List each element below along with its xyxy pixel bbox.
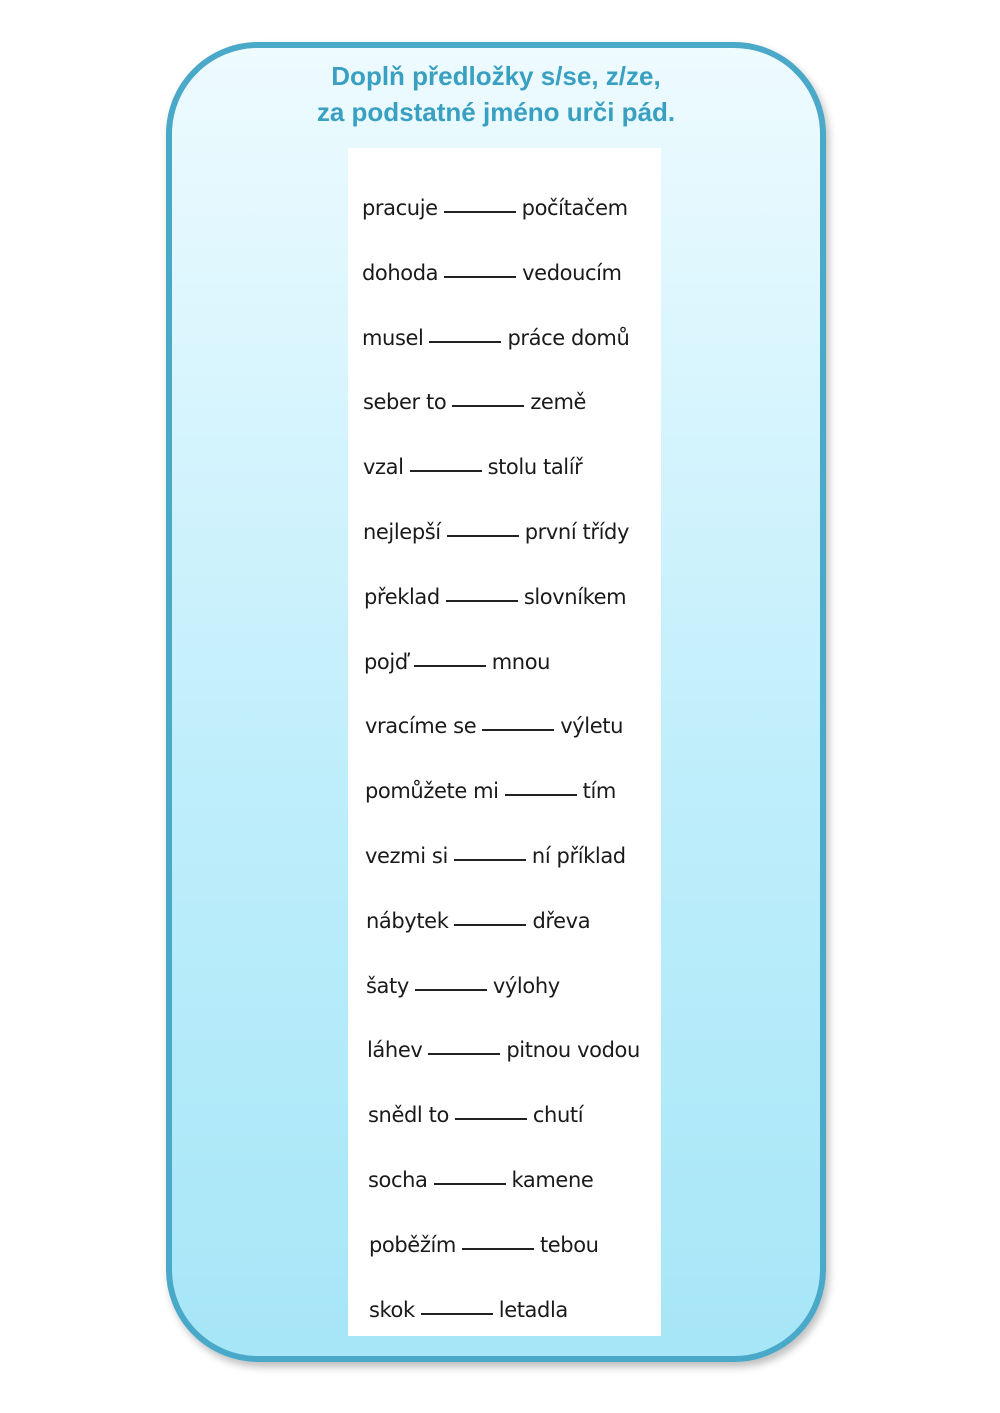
answer-blank[interactable] <box>415 989 487 991</box>
exercise-row <box>348 958 679 998</box>
exercise-phrase-before: překlad <box>364 584 440 609</box>
answer-blank[interactable] <box>446 600 518 602</box>
exercise-phrase-after: pitnou vodou <box>506 1038 640 1063</box>
answer-blank[interactable] <box>454 859 526 861</box>
exercise-phrase-after: výlohy <box>492 973 560 998</box>
exercise-sheet <box>348 148 661 1336</box>
exercise-phrase-after: chutí <box>532 1103 584 1128</box>
answer-blank[interactable] <box>505 794 577 796</box>
exercise-row <box>348 1152 681 1192</box>
exercise-phrase-before: seber to <box>363 390 447 415</box>
exercise-phrase-before: vzal <box>363 455 404 480</box>
exercise-phrase-before: nejlepší <box>363 520 441 544</box>
answer-blank[interactable] <box>410 470 482 472</box>
answer-blank[interactable] <box>444 276 516 278</box>
exercise-phrase-after: práce domů <box>507 325 630 350</box>
answer-blank[interactable] <box>414 665 486 667</box>
answer-blank[interactable] <box>482 729 554 731</box>
exercise-phrase-before: vracíme se <box>365 714 477 739</box>
exercise-phrase-before: nábytek <box>366 908 449 933</box>
exercise-phrase-after: stolu talíř <box>487 455 583 480</box>
exercise-phrase-before: pracuje <box>362 196 438 220</box>
exercise-phrase-before: socha <box>368 1168 428 1192</box>
exercise-row <box>348 1087 681 1127</box>
exercise-phrase-before: vezmi si <box>365 844 448 868</box>
exercise-phrase-after: kamene <box>511 1168 594 1192</box>
exercise-phrase-after: počítačem <box>521 196 628 220</box>
exercise-phrase-after: letadla <box>498 1297 568 1322</box>
exercise-phrase-after: mnou <box>491 649 551 674</box>
exercise-row <box>348 245 675 285</box>
page-title <box>166 58 826 130</box>
exercise-row <box>348 893 679 933</box>
answer-blank[interactable] <box>444 211 516 213</box>
exercise-row <box>348 310 675 350</box>
exercise-phrase-before: šaty <box>366 973 409 998</box>
exercise-phrase-before: láhev <box>367 1038 423 1063</box>
answer-blank[interactable] <box>428 1053 500 1055</box>
exercise-row <box>348 828 678 868</box>
exercise-phrase-after: dřeva <box>532 908 591 933</box>
exercise-row <box>348 504 676 544</box>
exercise-phrase-after: země <box>530 390 587 415</box>
exercise-row <box>348 1217 682 1257</box>
title-line-2: za podstatné jméno urči pád. <box>316 97 676 127</box>
exercise-row <box>348 698 678 738</box>
exercise-phrase-before: poběžím <box>369 1232 456 1257</box>
exercise-phrase-after: vedoucím <box>522 260 622 285</box>
answer-blank[interactable] <box>455 1118 527 1120</box>
answer-blank[interactable] <box>452 405 524 407</box>
exercise-phrase-after: tebou <box>539 1232 599 1257</box>
exercise-phrase-after: tím <box>582 779 616 804</box>
exercise-phrase-before: musel <box>362 325 424 350</box>
exercise-phrase-before: skok <box>369 1297 415 1322</box>
title-line-1: Doplň předložky s/se, z/ze, <box>331 61 661 91</box>
exercise-phrase-before: pojď <box>364 649 408 674</box>
answer-blank[interactable] <box>462 1248 534 1250</box>
answer-blank[interactable] <box>447 535 519 537</box>
answer-blank[interactable] <box>434 1183 506 1185</box>
exercise-phrase-after: ní příklad <box>531 844 626 868</box>
exercise-phrase-after: první třídy <box>524 520 630 544</box>
exercise-phrase-before: dohoda <box>362 260 439 285</box>
exercise-row <box>348 1282 682 1322</box>
exercise-row <box>348 569 677 609</box>
answer-blank[interactable] <box>454 924 526 926</box>
answer-blank[interactable] <box>429 341 501 343</box>
exercise-row <box>348 763 678 803</box>
exercise-phrase-before: pomůžete mi <box>365 779 499 804</box>
exercise-phrase-after: výletu <box>560 714 623 739</box>
exercise-row <box>348 439 676 479</box>
answer-blank[interactable] <box>421 1313 493 1315</box>
exercise-phrase-after: slovníkem <box>523 584 627 609</box>
exercise-row <box>348 1022 680 1062</box>
exercise-row <box>348 374 676 414</box>
exercise-row <box>348 634 677 674</box>
exercise-phrase-before: snědl to <box>368 1103 449 1128</box>
exercise-row <box>348 180 675 220</box>
